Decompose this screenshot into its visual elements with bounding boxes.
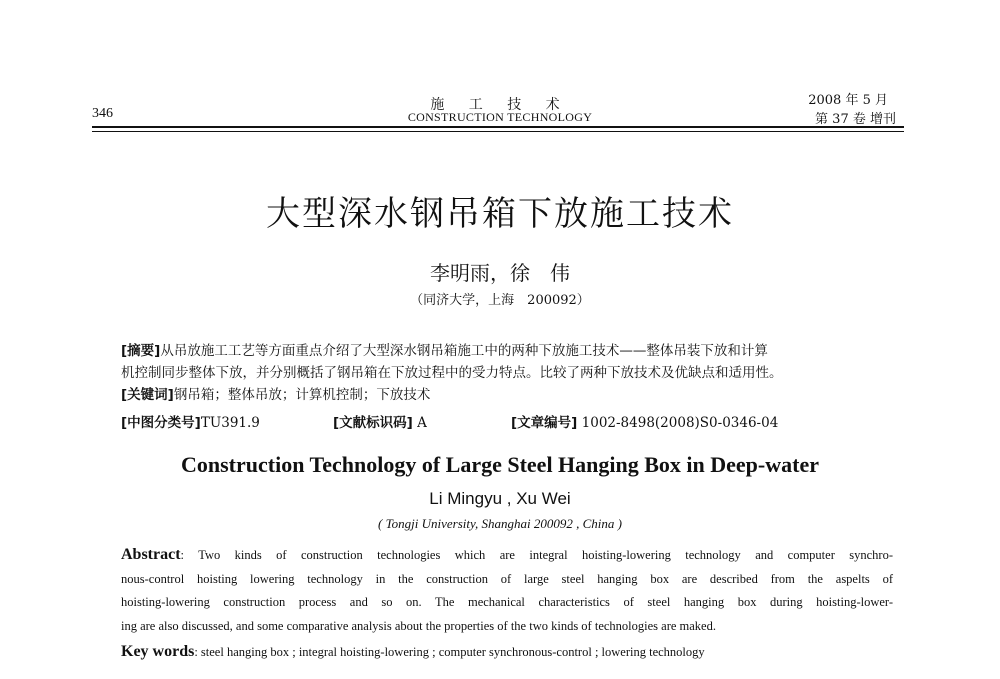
- abstract-en-line: : Two kinds of construction technologies which are integral hoisting-lowering technology and computer synchro-: [180, 548, 893, 562]
- keywords-cn-text: 钢吊箱；整体吊放；计算机控制；下放技术: [173, 387, 431, 403]
- abstract-en-label: Abstract: [121, 546, 181, 563]
- paper-title-cn: 大型深水钢吊箱下放施工技术: [266, 194, 734, 234]
- article-number-label: [文章编号]: [511, 415, 578, 431]
- affiliation-en: ( Tongji University, Shanghai 200092 , China ): [378, 516, 622, 531]
- article-number-value: 1002-8498(2008)S0-0346-04: [581, 415, 779, 431]
- journal-name-cn: 施 工 技 术: [430, 97, 570, 113]
- authors-cn: 李明雨，徐 伟: [430, 261, 570, 285]
- header-rule-thick: [92, 126, 904, 128]
- journal-name-en: CONSTRUCTION TECHNOLOGY: [407, 110, 593, 124]
- abstract-en: [121, 543, 893, 638]
- abstract-en-line: nous-control hoisting lowering technology in the construction of large steel hanging box are described from the aspelts of: [121, 571, 893, 586]
- document-code: [333, 411, 427, 431]
- abstract-en-line: ing are also discussed, and some comparative analysis about the properties of the two kinds of technologies are maked.: [121, 618, 716, 633]
- clc-label: [中图分类号]: [121, 415, 201, 431]
- affiliation-cn: （同济大学，上海 200092）: [410, 293, 590, 308]
- document-code-value: A: [417, 415, 427, 431]
- header-rule-thin: [92, 131, 904, 132]
- clc-value: TU391.9: [200, 415, 260, 431]
- clc-code: [121, 411, 260, 431]
- keywords-en: [121, 643, 705, 661]
- keywords-cn-label: [关键词]: [121, 387, 174, 403]
- page-number: 346: [92, 106, 113, 121]
- issue-date: 2008 年 5 月: [808, 93, 888, 108]
- issue-volume: 第 37 卷 增刊: [815, 112, 896, 127]
- keywords-en-text: : steel hanging box ; integral hoisting-lowering ; computer synchronous-control ; lowering technology: [194, 645, 705, 659]
- document-code-label: [文献标识码]: [333, 415, 413, 431]
- abstract-cn-line: 机控制同步整体下放，并分别概括了钢吊箱在下放过程中的受力特点。比较了两种下放技术及优缺点和适用性。: [121, 365, 783, 381]
- abstract-en-line: hoisting-lowering construction process and so on. The mechanical characteristics of steel hanging box during hoisting-lower-: [121, 595, 893, 609]
- abstract-cn: [121, 340, 891, 406]
- paper-title-en: Construction Technology of Large Steel Hanging Box in Deep-water: [181, 452, 819, 477]
- keywords-en-label: Key words: [121, 643, 195, 660]
- abstract-cn-label: [摘要]: [121, 343, 161, 359]
- abstract-cn-line: 从吊放施工工艺等方面重点介绍了大型深水钢吊箱施工中的两种下放施工技术——整体吊装下放和计算: [160, 343, 768, 359]
- authors-en: Li Mingyu , Xu Wei: [429, 489, 571, 508]
- article-number: [511, 411, 778, 431]
